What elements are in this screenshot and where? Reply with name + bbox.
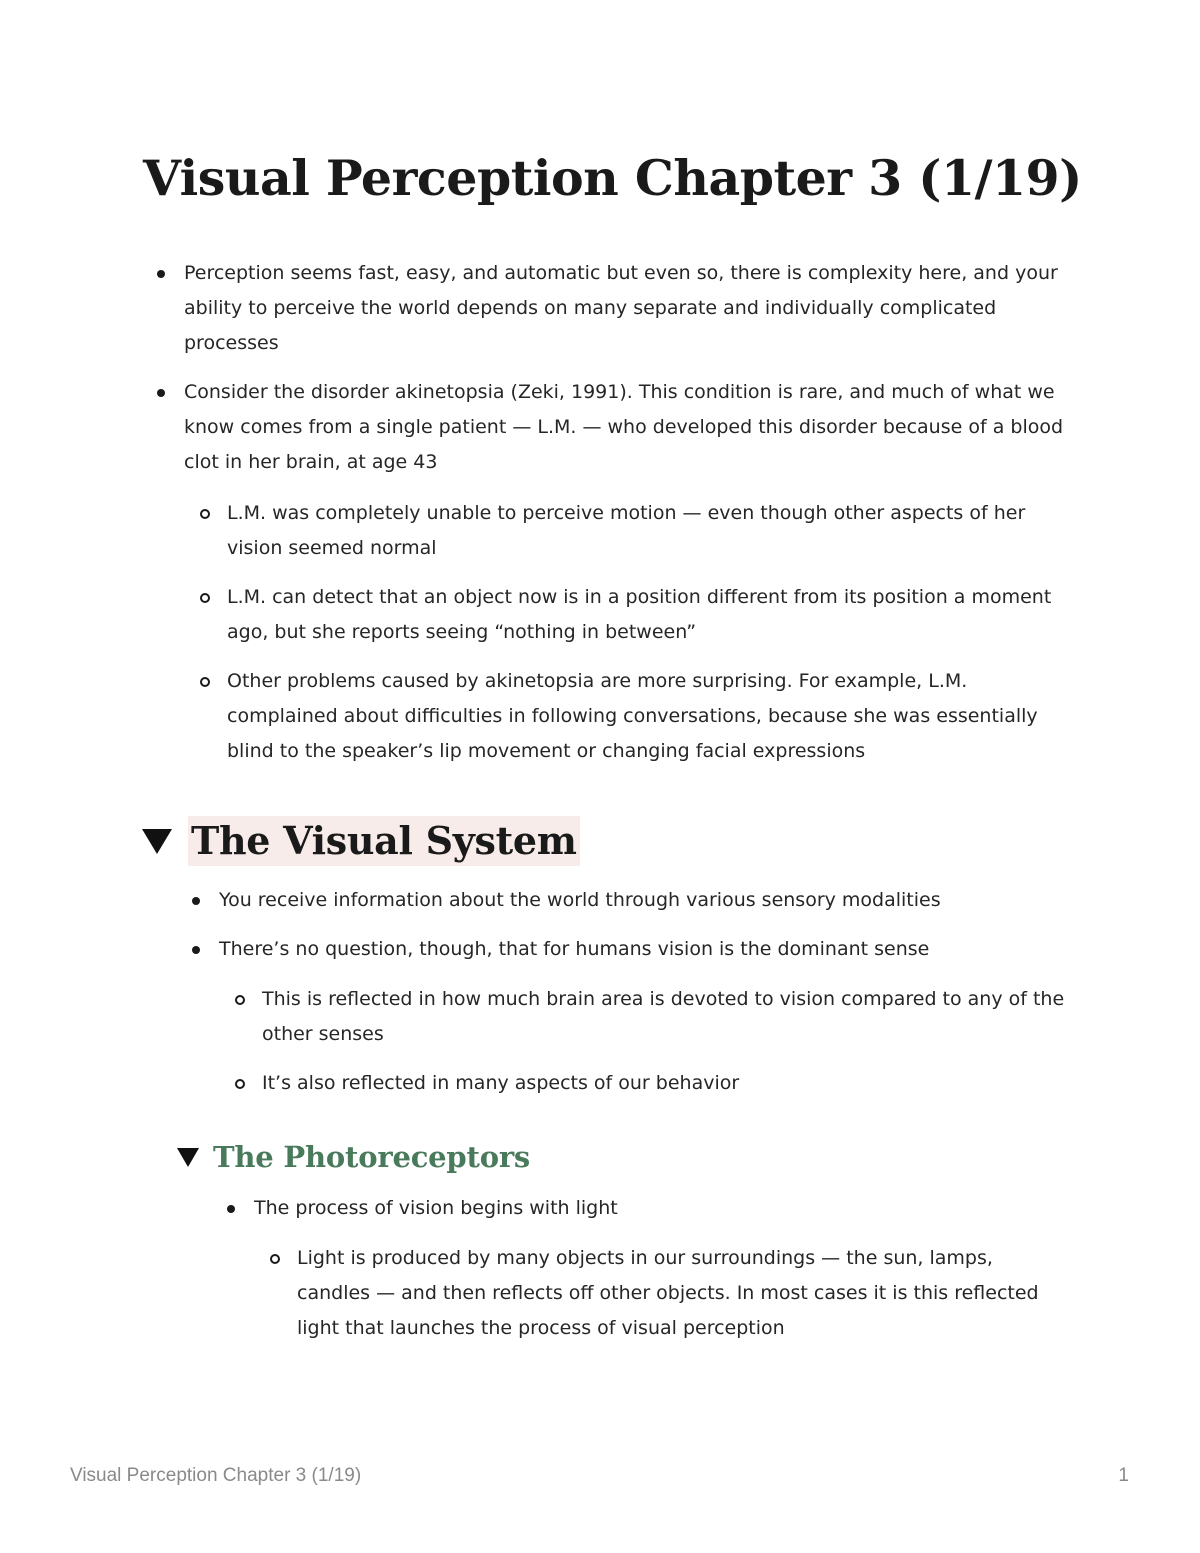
intro-list bbox=[184, 256, 1064, 480]
list-item bbox=[227, 664, 1057, 769]
section-heading: The Visual System bbox=[188, 816, 580, 866]
toggle-photoreceptors[interactable] bbox=[177, 1137, 530, 1177]
photoreceptors-sublist bbox=[297, 1241, 1042, 1346]
list-item-text: Light is produced by many objects in our surroundings — the sun, lamps, candles — and then reflects off other objects. In most cases it is this reflected light that launches the process of visual perception bbox=[297, 1247, 1039, 1339]
toggle-visual-system[interactable] bbox=[142, 816, 580, 866]
list-item bbox=[297, 1241, 1042, 1346]
circle-bullet-icon bbox=[270, 1254, 280, 1264]
bullet-icon bbox=[227, 1205, 235, 1213]
list-item bbox=[184, 256, 1064, 361]
circle-bullet-icon bbox=[200, 509, 210, 519]
page-number: 1 bbox=[1118, 1465, 1129, 1486]
list-item-text: Other problems caused by akinetopsia are more surprising. For example, L.M. complained about difficulties in following conversations, because she was essentially blind to the speaker’s lip movement or changing facial expressions bbox=[227, 670, 1038, 762]
list-item bbox=[254, 1191, 1074, 1226]
bullet-icon bbox=[192, 897, 200, 905]
list-item bbox=[219, 883, 1079, 918]
visual-system-sublist bbox=[262, 982, 1072, 1101]
list-item bbox=[227, 496, 1057, 566]
toggle-triangle-icon[interactable] bbox=[142, 829, 172, 854]
page-title: Visual Perception Chapter 3 (1/19) bbox=[143, 149, 1082, 207]
list-item-text: Perception seems fast, easy, and automatic but even so, there is complexity here, and your ability to perceive the world depends on many separate and individually complicated processes bbox=[184, 262, 1058, 354]
list-item bbox=[262, 982, 1072, 1052]
list-item-text: L.M. can detect that an object now is in a position different from its position a moment ago, but she reports seeing “nothing in between” bbox=[227, 586, 1052, 643]
photoreceptors-list bbox=[254, 1191, 1074, 1226]
circle-bullet-icon bbox=[200, 593, 210, 603]
bullet-icon bbox=[192, 946, 200, 954]
list-item-text: It’s also reflected in many aspects of our behavior bbox=[262, 1072, 740, 1094]
list-item bbox=[227, 580, 1057, 650]
visual-system-list bbox=[219, 883, 1079, 967]
toggle-triangle-icon[interactable] bbox=[177, 1148, 199, 1167]
list-item bbox=[262, 1066, 1072, 1101]
bullet-icon bbox=[157, 270, 165, 278]
list-item-text: L.M. was completely unable to perceive motion — even though other aspects of her vision seemed normal bbox=[227, 502, 1026, 559]
footer-title: Visual Perception Chapter 3 (1/19) bbox=[70, 1465, 362, 1486]
list-item-text: You receive information about the world through various sensory modalities bbox=[219, 889, 941, 911]
list-item bbox=[219, 932, 1079, 967]
circle-bullet-icon bbox=[200, 677, 210, 687]
circle-bullet-icon bbox=[235, 995, 245, 1005]
bullet-icon bbox=[157, 389, 165, 397]
list-item bbox=[184, 375, 1064, 480]
circle-bullet-icon bbox=[235, 1079, 245, 1089]
list-item-text: This is reflected in how much brain area is devoted to vision compared to any of the other senses bbox=[262, 988, 1065, 1045]
section-subheading: The Photoreceptors bbox=[213, 1140, 531, 1174]
list-item-text: Consider the disorder akinetopsia (Zeki, 1991). This condition is rare, and much of what we know comes from a single patient — L.M. — who developed this disorder because of a blood clot in her brain, at age 43 bbox=[184, 381, 1064, 473]
list-item-text: The process of vision begins with light bbox=[254, 1197, 618, 1219]
list-item-text: There’s no question, though, that for humans vision is the dominant sense bbox=[219, 938, 930, 960]
intro-sublist bbox=[227, 496, 1057, 769]
